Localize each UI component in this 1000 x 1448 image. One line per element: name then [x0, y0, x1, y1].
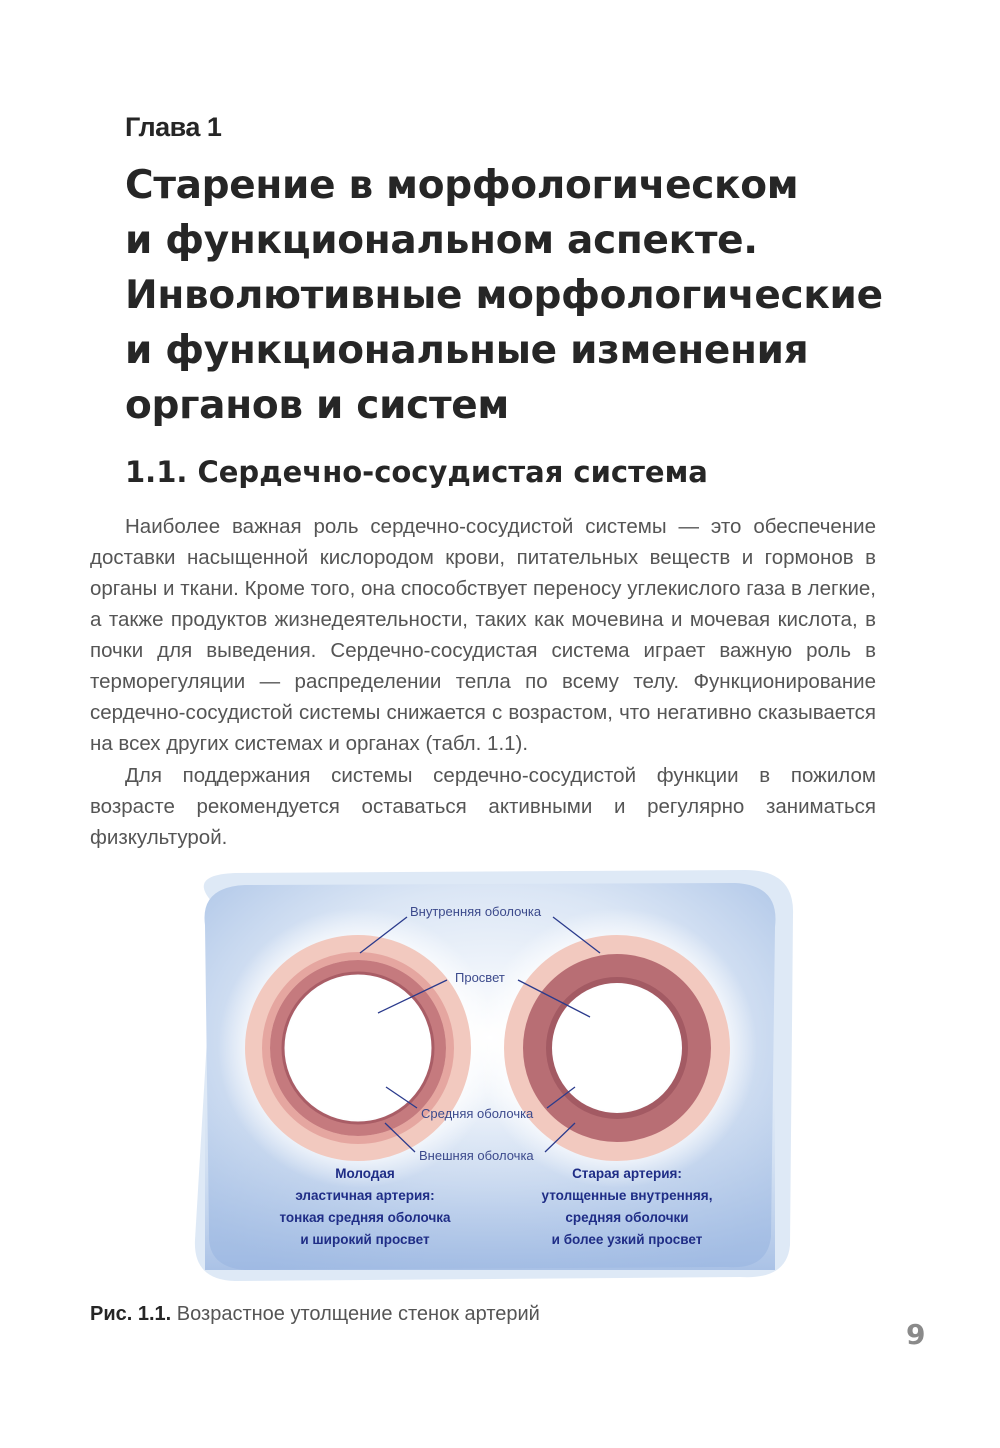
chapter-title-line: и функциональном аспекте. — [125, 218, 758, 263]
chapter-title-line: Старение в морфологическом — [125, 163, 799, 208]
chapter-title — [125, 158, 925, 433]
young-artery-description — [260, 1163, 470, 1251]
young-description-line: и широкий просвет — [300, 1232, 430, 1247]
figure-caption-text: Возрастное утолщение стенок артерий — [171, 1303, 540, 1325]
old-description-line: утолщенные внутренняя, — [541, 1188, 713, 1203]
figure-caption-prefix: Рис. 1.1. — [90, 1303, 172, 1325]
label-inner-layer: Внутренняя оболочка — [410, 904, 542, 919]
label-outer-layer: Внешняя оболочка — [419, 1148, 534, 1163]
old-artery-description — [522, 1163, 732, 1251]
label-lumen: Просвет — [455, 970, 505, 985]
page-number: 9 — [906, 1318, 926, 1351]
old-lumen — [554, 985, 680, 1111]
chapter-title-line: Инволютивные морфологические — [125, 273, 883, 318]
old-description-line: средняя оболочки — [565, 1210, 689, 1225]
young-description-line: тонкая средняя оболочка — [279, 1210, 451, 1225]
old-description-line: и более узкий просвет — [551, 1232, 703, 1247]
figure-artery-illustration — [175, 865, 805, 1285]
label-middle-layer: Средняя оболочка — [421, 1106, 534, 1121]
old-description-line: Старая артерия: — [572, 1166, 682, 1181]
young-lumen — [286, 976, 430, 1120]
chapter-title-line: органов и систем — [125, 383, 510, 428]
section-title: 1.1. Сердечно-сосудистая система — [125, 455, 708, 489]
figure-caption — [90, 1303, 540, 1326]
old-artery — [517, 948, 717, 1148]
young-description-line: Молодая — [335, 1166, 395, 1181]
body-paragraph: Наиболее важная роль сердечно-сосудистой системы — это обеспечение доставки насыщенной кислородом крови, питательных веществ и гормонов в органы и ткани. Кроме того, она способствует переносу углекислого газа в легкие, а также продуктов жизнедеятельности, таких как мочевина и мочевая кислота, в почки для выведения. Сердечно-сосудистая система играет важную роль в терморегуляции — распределении тепла по всему телу. Функционирование сердечно-сосудистой системы снижается с возрастом, что негативно сказывается на всех других системах и органах (табл. 1.1). — [90, 515, 876, 755]
chapter-label: Глава 1 — [125, 112, 222, 142]
chapter-title-line: и функциональные изменения — [125, 328, 809, 373]
body-paragraph: Для поддержания системы сердечно-сосудистой функции в пожилом возрасте рекомендуется оставаться активными и регулярно заниматься физкультурой. — [90, 764, 876, 849]
young-description-line: эластичная артерия: — [295, 1188, 435, 1203]
